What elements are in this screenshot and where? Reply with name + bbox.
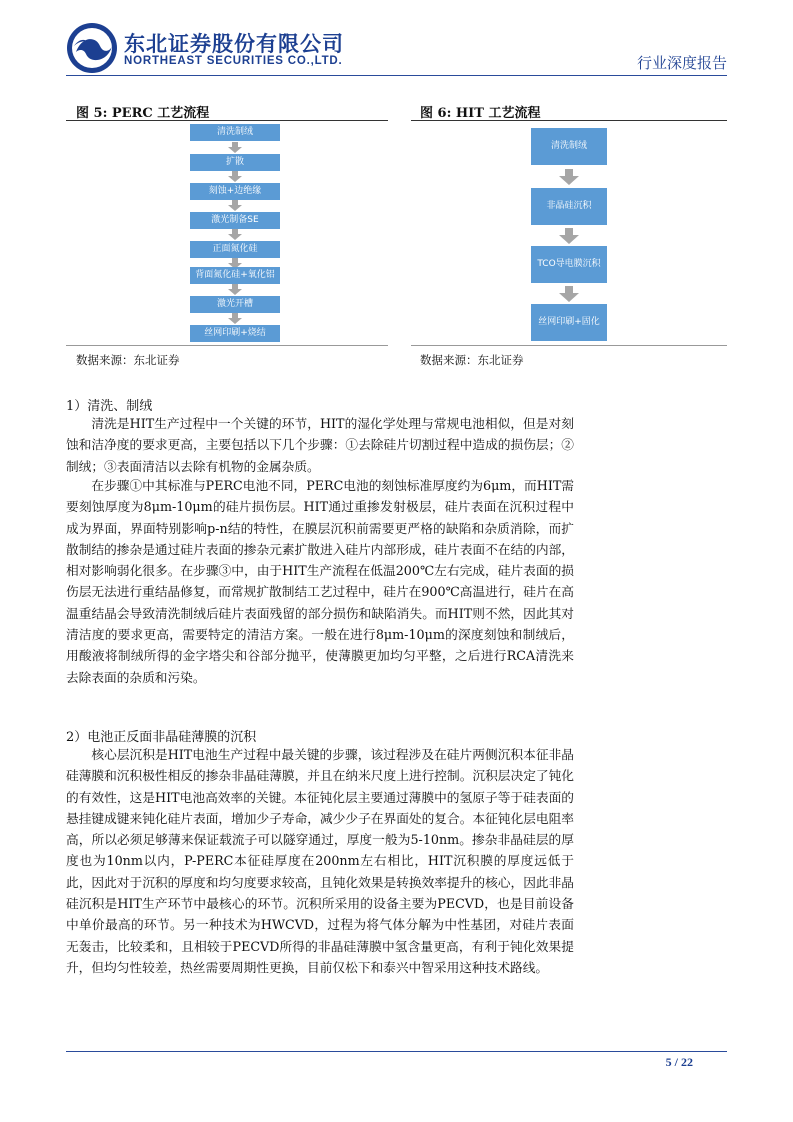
figure-6-source: 数据来源：东北证券 (420, 353, 524, 367)
hit-step: 清洗制绒 (531, 128, 607, 165)
perc-step: 丝网印刷+烧结 (190, 325, 280, 342)
down-arrow-icon (228, 200, 242, 211)
down-arrow-icon (228, 142, 242, 153)
hit-step: TCO导电膜沉积 (531, 246, 607, 283)
down-arrow-icon (228, 229, 242, 240)
down-arrow-icon (228, 171, 242, 182)
down-arrow-icon (559, 286, 579, 302)
body-paragraph: 核心层沉积是HIT电池生产过程中最关键的步骤，该过程涉及在硅片两侧沉积本征非晶硅薄膜和沉积极性相反的掺杂非晶硅薄膜，并且在纳米尺度上进行控制。沉积层决定了钝化的有效性，这是HIT电池高效率的关键。本征钝化层主要通过薄膜中的氢原子等于硅表面的悬挂键成键来钝化硅片表面，增加少子寿命，减少少子在界面处的复合。本征钝化层电阻率高，所以必须足够薄来保证载流子可以隧穿通过，厚度一般为5-10nm。掺杂非晶硅层的厚度也为10nm以内，P-PERC本征硅厚度在200nm左右相比，HIT沉积膜的厚度远低于此，因此对于沉积的厚度和均匀度要求较高，且钝化效果是转换效率提升的核心，因此非晶硅沉积是HIT生产环节中最核心的环节。沉积所采用的设备主要为PECVD，也是目前设备中单价最高的环节。另一种技术为HWCVD，过程为将气体分解为中性基团，对硅片表面无轰击，比较柔和，且相较于PECVD所得的非晶硅薄膜中氢含量更高，有利于钝化效果提升，但均匀性较差，热丝需要周期性更换，目前仅松下和泰兴中智采用这种技术路线。 (66, 747, 574, 975)
down-arrow-icon (228, 313, 242, 324)
perc-step: 激光制备SE (190, 212, 280, 229)
perc-step: 清洗制绒 (190, 124, 280, 141)
body-paragraph: 在步骤①中其标准与PERC电池不同，PERC电池的刻蚀标准厚度约为6μm，而HIT需要刻蚀厚度为8μm-10μm的硅片损伤层。HIT通过重掺发射极层，硅片表面在沉积过程中成为界面，界面特别影响p-n结的特性，在膜层沉积前需要更严格的缺陷和杂质消除，而扩散制结的掺杂是通过硅片表面的掺杂元素扩散进入硅片内部形成，硅片表面不在结的内部，相对影响弱化很多。在步骤③中，由于HIT生产流程在低温200℃左右完成，硅片表面的损伤层无法进行重结晶修复，而常规扩散制结工艺过程中，硅片在900℃高温进行，硅片在高温重结晶会导致清洗制绒后硅片表面残留的部分损伤和缺陷消失。而HIT则不然，因此其对清洁度的要求更高，需要特定的清洁方案。一般在进行8μm-10μm的深度刻蚀和制绒后，用酸液将制绒所得的金字塔尖和谷部分抛平，使薄膜更加均匀平整，之后进行RCA清洗来去除表面的杂质和污染。 (66, 478, 574, 685)
perc-step: 正面氮化硅 (190, 241, 280, 258)
report-type: 行业深度报告 (636, 54, 727, 72)
figure-6-title: 图 6: HIT 工艺流程 (420, 106, 541, 121)
perc-step: 背面氮化硅+氧化铝 (190, 267, 280, 284)
figure-5-top-rule (66, 120, 388, 121)
hit-step: 非晶硅沉积 (531, 188, 607, 225)
section-heading: 2）电池正反面非晶硅薄膜的沉积 (66, 730, 257, 745)
down-arrow-icon (559, 228, 579, 244)
company-name-en: NORTHEAST SECURITIES CO.,LTD. (124, 55, 343, 67)
company-logo (66, 22, 118, 74)
perc-step: 激光开槽 (190, 296, 280, 313)
down-arrow-icon (228, 284, 242, 295)
figure-6-bottom-rule (411, 345, 727, 346)
figure-6-top-rule (411, 120, 727, 121)
company-name-cn: 东北证券股份有限公司 (124, 32, 344, 56)
figure-5-source: 数据来源：东北证券 (76, 353, 180, 367)
figure-5-title: 图 5: PERC 工艺流程 (76, 106, 210, 121)
header-divider (66, 75, 727, 76)
perc-step: 扩散 (190, 154, 280, 171)
page-number: 5 / 22 (665, 1055, 693, 1069)
hit-step: 丝网印刷+固化 (531, 304, 607, 341)
perc-step: 刻蚀+边绝缘 (190, 183, 280, 200)
footer-divider (66, 1051, 727, 1052)
body-paragraph: 清洗是HIT生产过程中一个关键的环节，HIT的湿化学处理与常规电池相似，但是对刻蚀和洁净度的要求更高，主要包括以下几个步骤：①去除硅片切割过程中造成的损伤层；②制绒；③表面清洁以去除有机物的金属杂质。 (66, 416, 574, 474)
down-arrow-icon (559, 169, 579, 185)
section-heading: 1）清洗、制绒 (66, 399, 153, 414)
figure-5-bottom-rule (66, 345, 388, 346)
